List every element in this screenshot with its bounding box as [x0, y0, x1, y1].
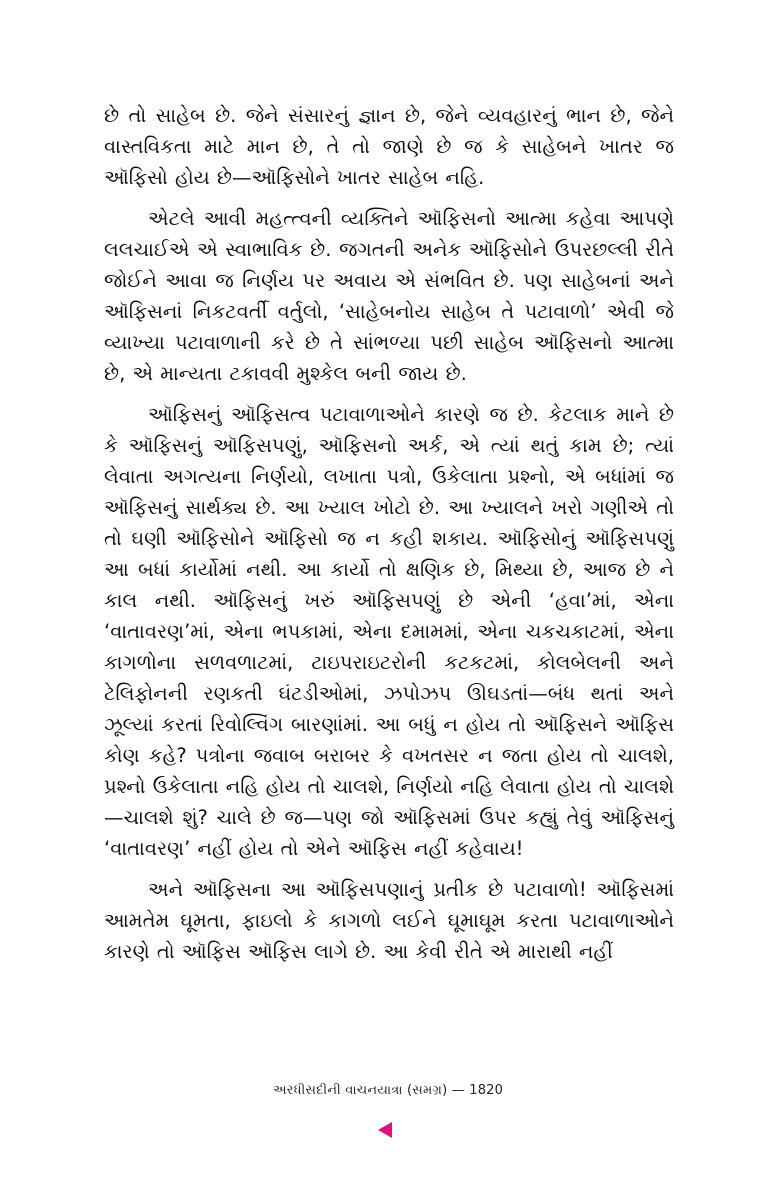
previous-page-icon[interactable] — [378, 1122, 392, 1138]
paragraph: ઑફિસનું ઑફિસત્વ પટાવાળાઓને કારણે જ છે. કેટલાક માને છે કે ઑફિસનું ઑફિસપણું, ઑફિસનો અર્ક, એ ત્યાં થતું કામ છે; ત્યાં લેવાતા અગત્યના નિર્ણયો, લખાતા પત્રો, ઉકેલાતા પ્રશ્નો, એ બધાંમાં જ ઑફિસનું સાર્થક્ય છે. આ ખ્યાલ ખોટો છે. આ ખ્યાલને ખરો ગણીએ તો તો ઘણી ઑફિસોને ઑફિસો જ ન કહી શકાય. ઑફિસોનું ઑફિસપણું આ બધાં કાર્યોમાં નથી. આ કાર્યો તો ક્ષણિક છે, મિથ્યા છે, આજ છે ને કાલ નથી. ઑફિસનું ખરું ઑફિસપણું છે એની ‘હવા’માં, એના ‘વાતાવરણ’માં, એના ભપકામાં, એના દમામમાં, એના ચકચકાટમાં, એના કાગળોના સળવળાટમાં, ટાઇપરાઇટરોની કટકટમાં, કોલબેલની અને ટેલિફોનની રણકતી ઘંટડીઓમાં, ઝપોઝપ ઊઘડતાં—બંધ થતાં અને ઝૂલ્યાં કરતાં રિવોલ્વિંગ બારણાંમાં. આ બધું ન હોય તો ઑફિસને ઑફિસ કોણ કહે? પત્રોના જવાબ બરાબર કે વખતસર ન જતા હોય તો ચાલશે, પ્રશ્નો ઉકેલાતા નહિ હોય તો ચાલશે, નિર્ણયો નહિ લેવાતા હોય તો ચાલશે—ચાલશે શું? ચાલે છે જ—પણ જો ઑફિસમાં ઉપર કહ્યું તેવું ઑફિસનું ‘વાતાવરણ’ નહીં હોય તો એને ઑફિસ નહીં કહેવાય! — [104, 403, 674, 860]
page-footer — [0, 1083, 776, 1098]
book-title: અરધીસદીની વાચનયાત્રા (સમગ્ર) — [272, 1083, 448, 1098]
page-body — [104, 100, 674, 977]
paragraph: એટલે આવી મહત્ત્વની વ્યક્તિને ઑફિસનો આત્મા કહેવા આપણે લલચાઈએ એ સ્વાભાવિક છે. જગતની અનેક ઑફિસોને ઉપરછલ્લી રીતે જોઈને આવા જ નિર્ણય પર અવાય એ સંભવિત છે. પણ સાહેબનાં અને ઑફિસનાં નિકટવર્તી વર્તુલો, ‘સાહેબનોય સાહેબ તે પટાવાળો’ એવી જે વ્યાખ્યા પટાવાળાની કરે છે તે સાંભળ્યા પછી સાહેબ ઑફિસનો આત્મા છે, એ માન્યતા ટકાવવી મુશ્કેલ બની જાય છે. — [104, 207, 674, 385]
page-number: 1820 — [469, 1083, 504, 1098]
paragraph: અને ઑફિસના આ ઑફિસપણાનું પ્રતીક છે પટાવાળો! ઑફિસમાં આમતેમ ઘૂમતા, ફાઇલો કે કાગળો લઈને ઘૂમાઘૂમ કરતા પટાવાળાઓને કારણે તો ઑફિસ ઑફિસ લાગે છે. આ કેવી રીતે એ મારાથી નહીં — [104, 878, 674, 963]
paragraph: છે તો સાહેબ છે. જેને સંસારનું જ્ઞાન છે, જેને વ્યવહારનું ભાન છે, જેને વાસ્તવિકતા માટે માન છે, તે તો જાણે છે જ કે સાહેબને ખાતર જ ઑફિસો હોય છે—ઑફિસોને ખાતર સાહેબ નહિ. — [104, 104, 674, 189]
footer-separator: — — [451, 1083, 465, 1098]
